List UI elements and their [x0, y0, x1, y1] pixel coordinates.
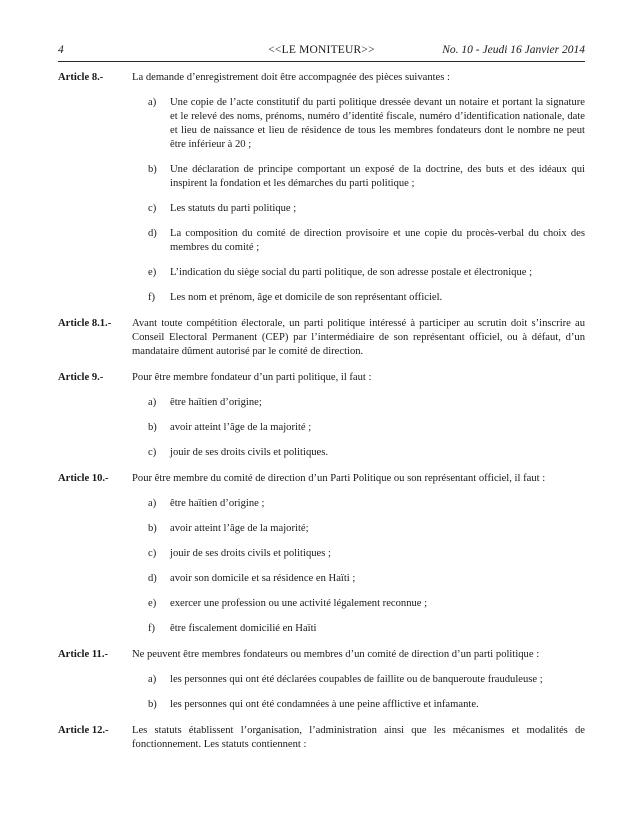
- article-spacer: [58, 636, 585, 648]
- item-marker: d): [148, 228, 157, 239]
- article-text: Pour être membre du comité de direction d’un Parti Politique ou son représentant officiel, il faut :: [132, 473, 546, 484]
- page-number: 4: [58, 44, 64, 56]
- item-text: L’indication du siège social du parti politique, de son adresse postale et électronique ;: [170, 267, 533, 278]
- item-text: La composition du comité de direction provisoire et une copie du procès-verbal du choix des membres du comité ;: [170, 228, 585, 253]
- list-item: [148, 446, 585, 460]
- list-item: [148, 266, 585, 280]
- list-item: [148, 396, 585, 410]
- issue-date: No. 10 - Jeudi 16 Janvier 2014: [442, 44, 585, 56]
- item-marker: c): [148, 447, 157, 458]
- item-marker: b): [148, 699, 157, 710]
- article: [58, 648, 585, 712]
- article-item-list: [58, 396, 585, 460]
- list-item: [148, 597, 585, 611]
- article-text: La demande d’enregistrement doit être accompagnée des pièces suivantes :: [132, 72, 450, 83]
- item-text: Une copie de l’acte constitutif du parti politique dressée devant un notaire et portant la signature et le relevé des noms, prénoms, numéro d’identité fiscale, numéro d’identification nationale, date et lieu de naissance et lieu de résidence de tous les membres fondateurs dont le nombre ne peut être inférieur à 20 ;: [170, 97, 585, 150]
- header-rule: [58, 61, 585, 62]
- article-spacer: [58, 712, 585, 724]
- item-text: Les nom et prénom, âge et domicile de son représentant officiel.: [170, 292, 443, 303]
- article-label: Article 8.-: [58, 72, 104, 83]
- article: [58, 71, 585, 305]
- item-marker: a): [148, 397, 157, 408]
- list-item: [148, 163, 585, 191]
- article-item-list: [58, 96, 585, 305]
- list-item: [148, 421, 585, 435]
- item-text: Une déclaration de principe comportant un exposé de la doctrine, des buts et des idéaux qui inspirent la fondation et les démarches du parti politique ;: [170, 164, 585, 189]
- item-text: jouir de ses droits civils et politiques ;: [170, 548, 331, 559]
- item-text: les personnes qui ont été déclarées coupables de faillite ou de banqueroute frauduleuse ;: [170, 674, 543, 685]
- article-item-list: [58, 497, 585, 636]
- document-body: [58, 71, 585, 752]
- list-item: [148, 572, 585, 586]
- article-text: Ne peuvent être membres fondateurs ou membres d’un comité de direction d’un parti politique :: [132, 649, 540, 660]
- item-text: avoir atteint l’âge de la majorité ;: [170, 422, 312, 433]
- item-text: les personnes qui ont été condamnées à une peine afflictive et infamante.: [170, 699, 479, 710]
- item-marker: b): [148, 523, 157, 534]
- article: [58, 724, 585, 752]
- item-text: être fiscalement domicilié en Haïti: [170, 623, 317, 634]
- item-text: avoir atteint l’âge de la majorité;: [170, 523, 309, 534]
- article-label: Article 9.-: [58, 372, 104, 383]
- article-label: Article 10.-: [58, 473, 109, 484]
- publication-title: <<LE MONITEUR>>: [268, 44, 375, 56]
- article-text: Pour être membre fondateur d’un parti politique, il faut :: [132, 372, 372, 383]
- item-marker: a): [148, 97, 157, 108]
- article-spacer: [58, 359, 585, 371]
- item-marker: b): [148, 164, 157, 175]
- page-header: [58, 44, 585, 60]
- item-text: être haïtien d’origine;: [170, 397, 262, 408]
- list-item: [148, 497, 585, 511]
- item-marker: c): [148, 203, 157, 214]
- item-marker: c): [148, 548, 157, 559]
- item-marker: f): [148, 292, 156, 303]
- list-item: [148, 202, 585, 216]
- list-item: [148, 622, 585, 636]
- list-item: [148, 522, 585, 536]
- item-marker: f): [148, 623, 156, 634]
- item-marker: e): [148, 267, 157, 278]
- list-item: [148, 698, 585, 712]
- article-label: Article 8.1.-: [58, 318, 112, 329]
- article-spacer: [58, 460, 585, 472]
- item-marker: a): [148, 498, 157, 509]
- article-label: Article 12.-: [58, 725, 109, 736]
- article-text: Les statuts établissent l’organisation, l’administration ainsi que les mécanismes et modalités de fonctionnement. Les statuts contiennent :: [132, 725, 585, 750]
- article-item-list: [58, 673, 585, 712]
- item-text: exercer une profession ou une activité légalement reconnue ;: [170, 598, 428, 609]
- article-text: Avant toute compétition électorale, un parti politique intéressé à participer au scrutin doit s’inscrire au Conseil Electoral Permanent (CEP) par l’intermédiaire de son représentant officiel, ou à défaut, d’un mandataire dûment autorisé par le comité de direction.: [132, 318, 585, 357]
- article-spacer: [58, 305, 585, 317]
- list-item: [148, 291, 585, 305]
- article-label: Article 11.-: [58, 649, 109, 660]
- list-item: [148, 673, 585, 687]
- item-text: être haïtien d’origine ;: [170, 498, 265, 509]
- item-text: avoir son domicile et sa résidence en Haïti ;: [170, 573, 356, 584]
- list-item: [148, 547, 585, 561]
- article: [58, 317, 585, 359]
- item-marker: b): [148, 422, 157, 433]
- item-text: Les statuts du parti politique ;: [170, 203, 297, 214]
- list-item: [148, 96, 585, 152]
- item-marker: e): [148, 598, 157, 609]
- item-marker: d): [148, 573, 157, 584]
- list-item: [148, 227, 585, 255]
- item-marker: a): [148, 674, 157, 685]
- article: [58, 472, 585, 636]
- item-text: jouir de ses droits civils et politiques.: [170, 447, 329, 458]
- article: [58, 371, 585, 460]
